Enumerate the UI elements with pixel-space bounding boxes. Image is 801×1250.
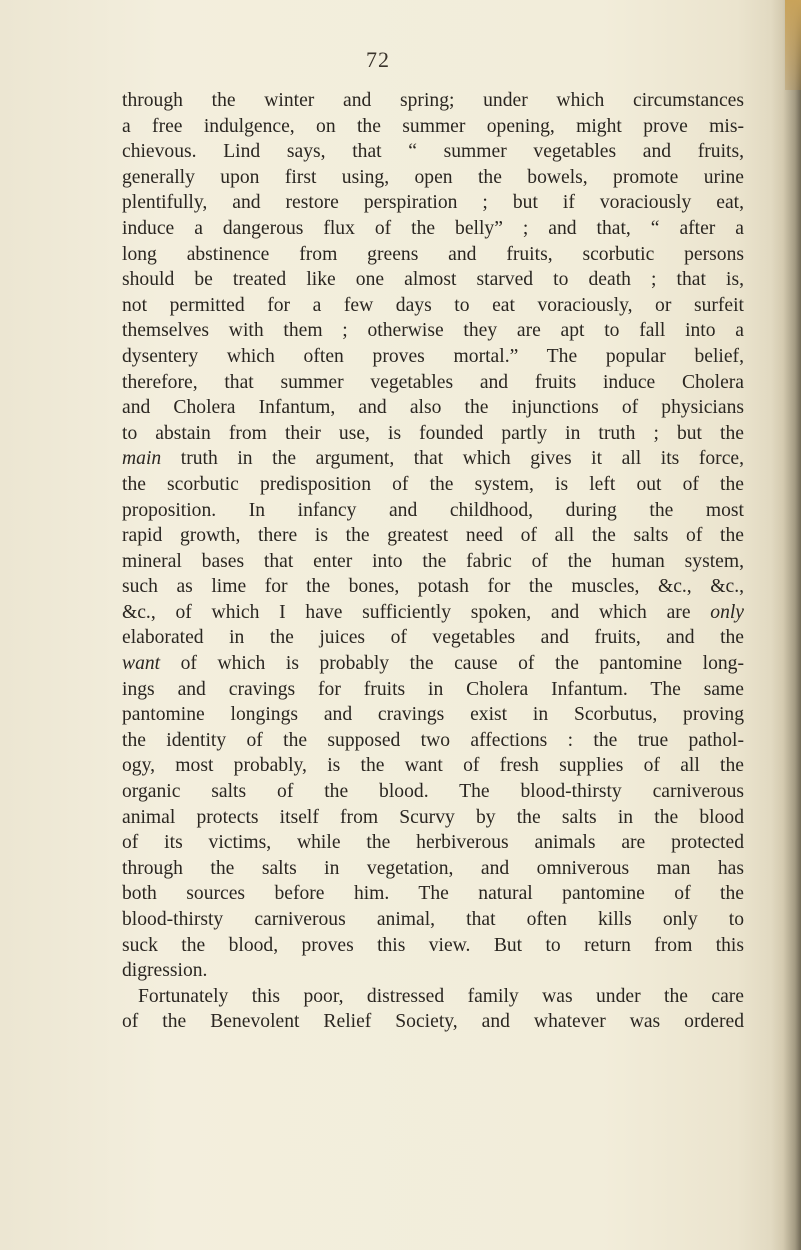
body-text	[122, 88, 744, 1035]
text-line: therefore, that summer vegetables and fruits induce Cholera	[122, 371, 744, 393]
text-line: proposition. In infancy and childhood, during the most	[122, 499, 744, 521]
text-line: dysentery which often proves mortal.” The popular belief,	[122, 345, 744, 367]
emphasized-word: only	[710, 601, 744, 623]
text-line: both sources before him. The natural pantomine of the	[122, 883, 744, 905]
text-line: of the Benevolent Relief Society, and whatever was ordered	[122, 1011, 744, 1033]
text-segment: of which is probably the cause of the pantomine long-	[160, 653, 744, 675]
text-line: plentifully, and restore perspiration ; but if voraciously eat,	[122, 192, 744, 214]
text-line: organic salts of the blood. The blood-thirsty carniverous	[122, 781, 744, 803]
text-line: long abstinence from greens and fruits, scorbutic persons	[122, 243, 744, 265]
text-line: mineral bases that enter into the fabric of the human system,	[122, 550, 744, 572]
text-line: not permitted for a few days to eat voraciously, or surfeit	[122, 294, 744, 316]
text-line: generally upon first using, open the bowels, promote urine	[122, 166, 744, 188]
page-number: 72	[366, 47, 390, 72]
page-edge-shadow	[771, 0, 801, 1250]
text-line: animal protects itself from Scurvy by the salts in the blood	[122, 806, 744, 828]
text-line: such as lime for the bones, potash for the muscles, &c., &c.,	[122, 576, 744, 598]
text-line: elaborated in the juices of vegetables and fruits, and the	[122, 627, 744, 649]
text-line	[122, 446, 744, 472]
emphasized-word: want	[122, 653, 161, 675]
text-line: themselves with them ; otherwise they are apt to fall into a	[122, 320, 744, 342]
text-line: Fortunately this poor, distressed family was under the care	[138, 985, 744, 1007]
text-line: ings and cravings for fruits in Cholera Infantum. The same	[122, 678, 744, 700]
text-line	[122, 600, 744, 626]
text-line: digression.	[122, 960, 208, 982]
text-line: the scorbutic predisposition of the system, is left out of the	[122, 473, 744, 495]
page-edge-stain	[785, 0, 801, 90]
text-line: of its victims, while the herbiverous animals are protected	[122, 832, 744, 854]
text-line	[122, 651, 744, 677]
text-line: the identity of the supposed two affections : the true pathol-	[122, 729, 744, 751]
text-line: through the winter and spring; under which circumstances	[122, 90, 744, 111]
text-line: suck the blood, proves this view. But to return from this	[122, 934, 744, 956]
text-line: a free indulgence, on the summer opening, might prove mis-	[122, 115, 744, 137]
text-line: rapid growth, there is the greatest need of all the salts of the	[122, 525, 744, 547]
text-segment: truth in the argument, that which gives it all its force,	[161, 448, 744, 470]
text-line: should be treated like one almost starved to death ; that is,	[122, 269, 744, 291]
emphasized-word: main	[122, 448, 162, 470]
text-segment: &c., of which I have sufficiently spoken, and which are	[122, 601, 711, 623]
text-line: blood-thirsty carniverous animal, that often kills only to	[122, 909, 744, 930]
text-line: chievous. Lind says, that “ summer vegetables and fruits,	[122, 141, 744, 163]
text-line: induce a dangerous flux of the belly” ; and that, “ after a	[122, 217, 744, 239]
text-line: and Cholera Infantum, and also the injunctions of physicians	[122, 397, 744, 419]
text-line: to abstain from their use, is founded partly in truth ; but the	[122, 422, 744, 444]
text-line: ogy, most probably, is the want of fresh supplies of all the	[122, 755, 744, 777]
text-line: pantomine longings and cravings exist in Scorbutus, proving	[122, 704, 744, 726]
text-line: through the salts in vegetation, and omniverous man has	[122, 857, 744, 879]
